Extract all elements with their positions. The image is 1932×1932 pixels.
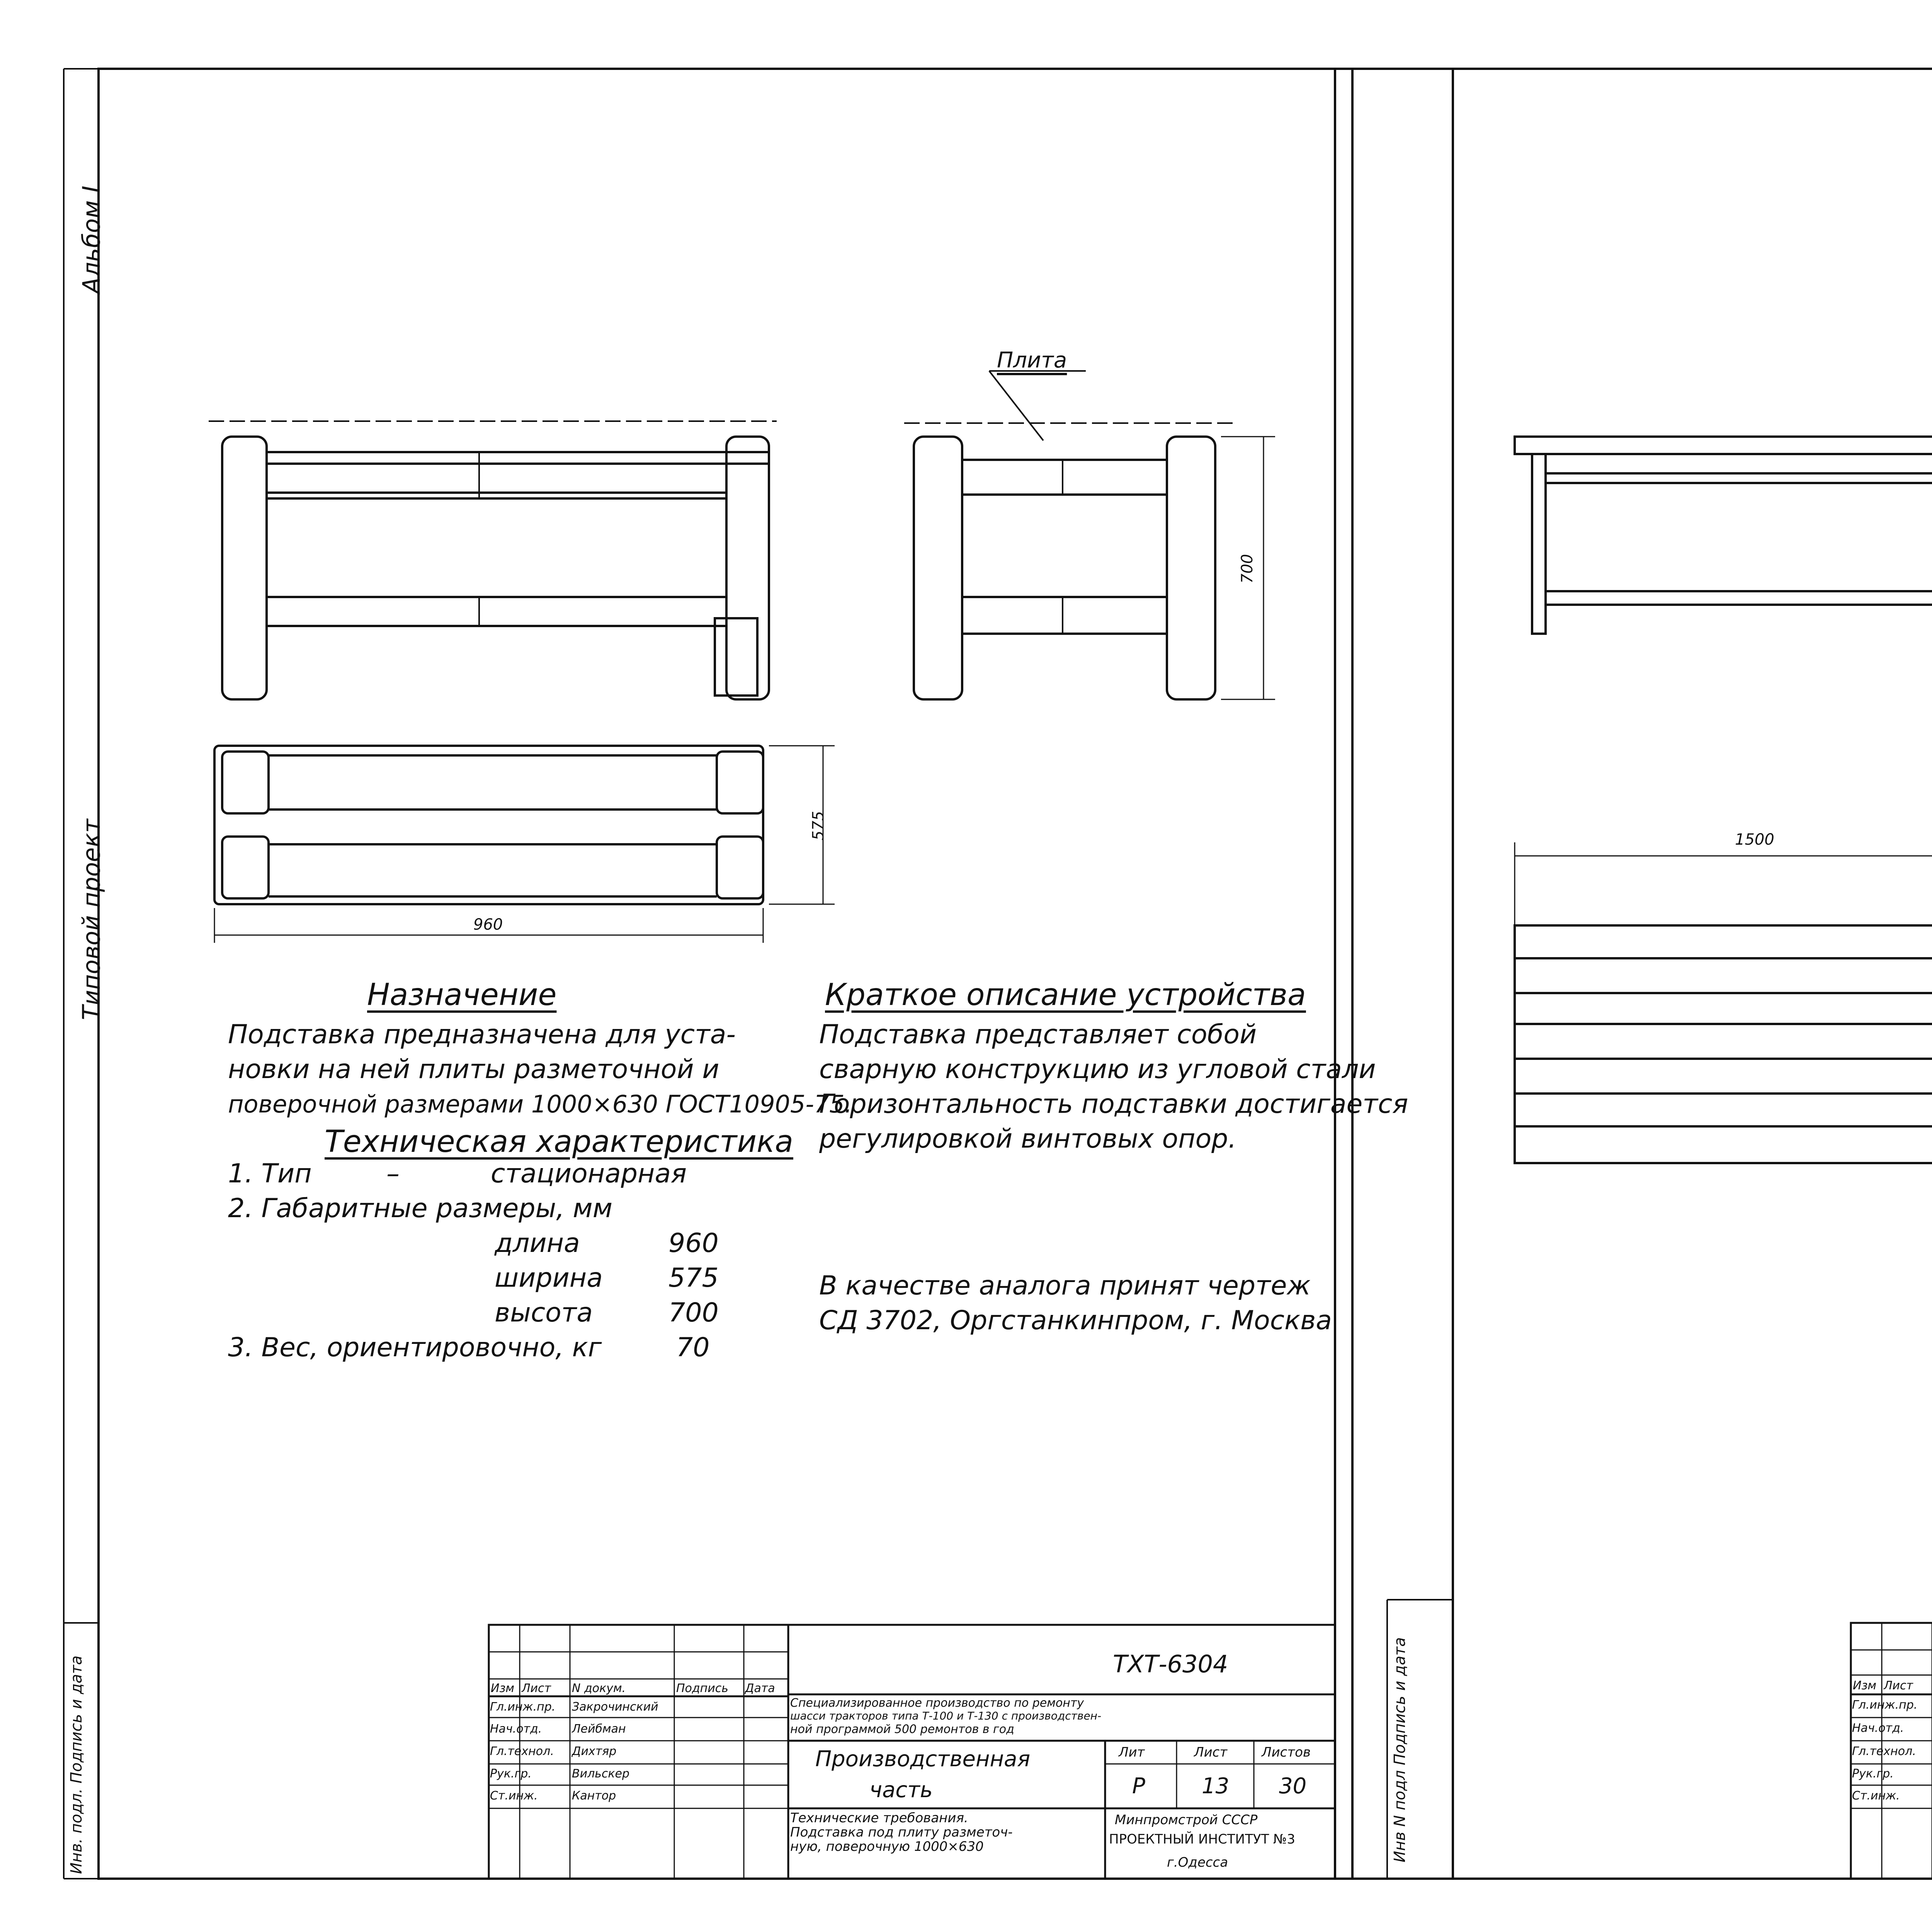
left-stamp-code: ТХТ-6304 xyxy=(1113,1650,1228,1678)
left-stamp-name-4: Вильскер xyxy=(572,1767,630,1781)
left-stamp-desc-3: ной программой 500 ремонтов в год xyxy=(790,1723,1014,1736)
right-stamp-role-1: Гл.инж.пр. xyxy=(1852,1698,1918,1712)
left-tech-type-dash: – xyxy=(386,1158,400,1189)
left-stamp-part-2: часть xyxy=(869,1777,933,1803)
right-frame xyxy=(1352,69,1932,1879)
dim-960: 960 xyxy=(473,916,503,934)
left-frame xyxy=(99,69,1335,1879)
right-stamp-role-2: Нач.отд. xyxy=(1852,1721,1904,1735)
stand-side-view xyxy=(904,371,1275,699)
left-stamp-sheet: 13 xyxy=(1202,1774,1230,1799)
side-inv-label: Инв. подл. Подпись и дата xyxy=(68,1655,85,1874)
left-stamp-org-1: Минпромстрой СССР xyxy=(1115,1812,1258,1828)
side-album-label: Альбом I xyxy=(77,185,105,294)
left-stamp-role-5: Ст.инж. xyxy=(490,1789,538,1803)
left-height-label: высота xyxy=(495,1298,593,1328)
left-stamp-role-4: Рук.гр. xyxy=(490,1767,532,1781)
left-stamp-h-izm: Изм xyxy=(491,1682,515,1695)
left-tech-dims: 2. Габаритные размеры, мм xyxy=(228,1193,613,1224)
right-stamp-role-3: Гл.технол. xyxy=(1852,1745,1916,1758)
left-stamp-name-5: Кантор xyxy=(572,1789,616,1803)
left-desc-line-1: Подставка представляет собой xyxy=(819,1019,1257,1050)
left-stamp-h-doc: N докум. xyxy=(572,1682,626,1695)
left-stamp-role-2: Нач.отд. xyxy=(490,1722,542,1736)
left-length-value: 960 xyxy=(668,1228,719,1259)
left-stamp-name-2: Лейбман xyxy=(572,1722,626,1736)
table-front-view xyxy=(1515,437,1932,634)
plate-label: Плита xyxy=(997,348,1067,373)
left-analog-line-2: СД 3702, Оргстанкинпром, г. Москва xyxy=(819,1305,1332,1336)
left-tech-type-num: 1. Тип xyxy=(228,1158,312,1189)
left-stamp-sheets: 30 xyxy=(1279,1774,1307,1799)
left-height-value: 700 xyxy=(668,1298,719,1328)
left-desc-title: Краткое описание устройства xyxy=(825,978,1306,1012)
left-stamp-role-3: Гл.технол. xyxy=(490,1745,554,1758)
left-stamp-org-3: г.Одесса xyxy=(1167,1855,1228,1870)
stand-front-view xyxy=(209,421,777,699)
left-desc-line-3: Горизонтальность подставки достигается xyxy=(819,1089,1408,1119)
left-purpose-line-3: поверочной размерами 1000×630 ГОСТ10905-75. xyxy=(228,1090,852,1118)
left-purpose-line-1: Подставка предназначена для уста- xyxy=(228,1019,736,1050)
left-stamp-role-1: Гл.инж.пр. xyxy=(490,1700,556,1714)
left-stamp-part-1: Производственная xyxy=(815,1747,1031,1772)
left-stamp-title-2: Подставка под плиту разметоч- xyxy=(790,1825,1013,1840)
right-stamp-h-list: Лист xyxy=(1884,1679,1913,1692)
right-stamp-role-5: Ст.инж. xyxy=(1852,1789,1900,1803)
left-stamp-h-sign: Подпись xyxy=(676,1682,728,1695)
left-weight-value: 70 xyxy=(676,1332,710,1363)
left-purpose-line-2: новки на ней плиты разметочной и xyxy=(228,1054,719,1085)
left-stamp-desc-2: шасси тракторов типа Т-100 и Т-130 с производствен- xyxy=(790,1709,1102,1722)
left-stamp-title-1: Технические требования. xyxy=(790,1810,968,1826)
left-stamp-name-3: Дихтяр xyxy=(572,1745,617,1758)
left-purpose-title: Назначение xyxy=(367,978,557,1012)
right-side-inv-label: Инв N подл Подпись и дата xyxy=(1391,1637,1409,1862)
left-stamp-org-2: ПРОЕКТНЫЙ ИНСТИТУТ №3 xyxy=(1109,1832,1296,1847)
dim-575: 575 xyxy=(810,811,827,840)
side-project-label: Типовой проект xyxy=(77,819,105,1020)
left-stamp-h-date: Дата xyxy=(745,1682,775,1695)
dim-700: 700 xyxy=(1238,554,1256,583)
left-stamp-sheets-h: Листов xyxy=(1262,1745,1311,1760)
right-stamp-h-izm: Изм xyxy=(1853,1679,1877,1692)
left-length-label: длина xyxy=(495,1228,580,1259)
left-width-value: 575 xyxy=(668,1263,719,1293)
left-desc-line-4: регулировкой винтовых опор. xyxy=(819,1124,1236,1154)
left-weight: 3. Вес, ориентировочно, кг xyxy=(228,1332,602,1363)
left-width-label: ширина xyxy=(495,1263,603,1293)
left-tech-title: Техническая характеристика xyxy=(325,1124,793,1159)
left-analog-line-1: В качестве аналога принят чертеж xyxy=(819,1270,1311,1301)
table-top-view xyxy=(1515,842,1932,1163)
left-stamp-lit-h: Лит xyxy=(1119,1745,1145,1760)
left-stamp-sheet-h: Лист xyxy=(1194,1745,1228,1760)
right-stamp-role-4: Рук.гр. xyxy=(1852,1767,1894,1781)
left-stamp-h-list: Лист xyxy=(522,1682,551,1695)
left-stamp-lit: Р xyxy=(1132,1774,1145,1799)
left-desc-line-2: сварную конструкцию из угловой стали xyxy=(819,1054,1376,1085)
left-tech-type-value: стационарная xyxy=(491,1158,687,1189)
stand-top-view xyxy=(214,746,835,943)
left-stamp-title-3: ную, поверочную 1000×630 xyxy=(790,1839,984,1854)
left-stamp-name-1: Закрочинский xyxy=(572,1700,658,1714)
dim-1500: 1500 xyxy=(1735,831,1774,849)
left-stamp-desc-1: Специализированное производство по ремонту xyxy=(790,1696,1084,1710)
